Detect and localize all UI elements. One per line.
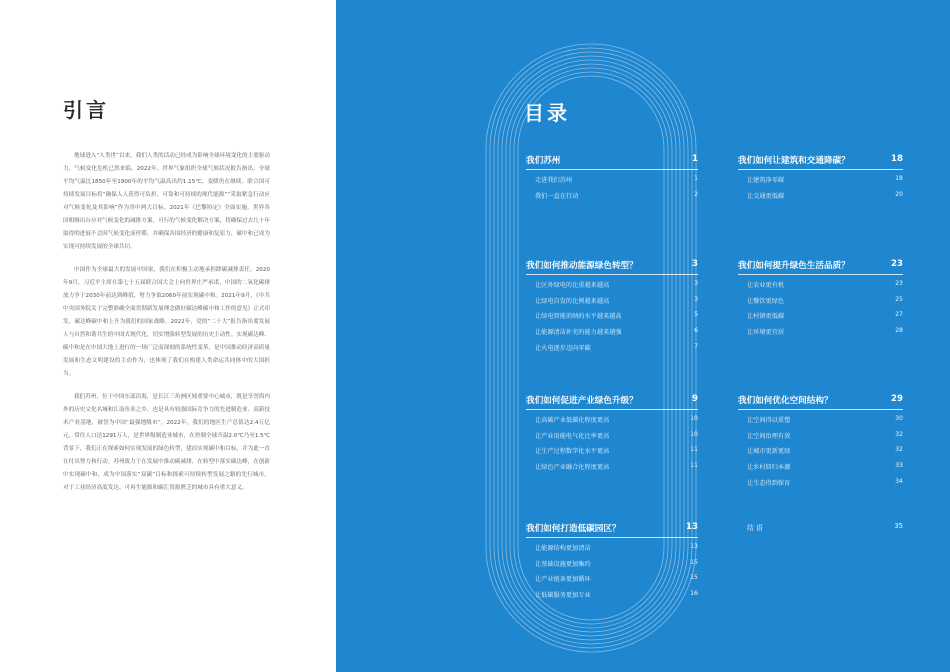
toc-item-page: 23 <box>895 280 903 287</box>
toc-item-label: 让建筑净零碳 <box>747 177 785 184</box>
toc-item[interactable] <box>738 275 903 291</box>
toc-item[interactable] <box>526 457 698 473</box>
toc-section-title: 我们如何优化空间结构？ <box>738 396 833 406</box>
toc-item[interactable] <box>738 306 903 322</box>
toc-item[interactable] <box>526 170 698 186</box>
intro-title: 引言 <box>63 98 109 122</box>
toc-item[interactable] <box>738 291 903 307</box>
toc-item-label: 让高碳产业低碳化程度更高 <box>535 417 610 424</box>
toc-item-label: 让餐饮更绿色 <box>747 297 785 305</box>
toc-item-label: 让火电逐步迈向零碳 <box>535 344 591 352</box>
toc-item-page: 33 <box>895 462 903 470</box>
toc-section-industry <box>526 394 698 473</box>
toc-section-title: 我们如何提升绿色生活品质？ <box>738 261 850 271</box>
toc-item[interactable] <box>526 275 698 291</box>
toc-item-label: 让基础设施更加集约 <box>535 560 591 568</box>
toc-item-page: 32 <box>895 430 903 438</box>
toc-item-label: 让能源清洁补充的能力越来越强 <box>535 329 622 337</box>
toc-item-label: 让产业用能电气化比率更高 <box>535 432 610 440</box>
toc-section-page: 18 <box>891 154 903 164</box>
toc-item-label: 走进我们苏州 <box>535 177 573 184</box>
toc-item-label: 让生产过程数字化水平更高 <box>535 448 610 456</box>
toc-section-page: 13 <box>686 522 698 532</box>
toc-section-green-life <box>738 259 903 338</box>
toc-section-heading[interactable] <box>526 154 698 170</box>
toc-section-title: 我们如何打造低碳园区？ <box>526 524 621 534</box>
toc-item-label: 让区外绿电的比重越来越高 <box>535 282 610 289</box>
toc-item-label: 让低碳服务更加专业 <box>535 592 591 600</box>
toc-item[interactable] <box>526 186 698 202</box>
toc-item[interactable] <box>526 426 698 442</box>
toc-section-parks <box>526 522 698 601</box>
toc-item-page: 11 <box>690 446 698 454</box>
intro-paragraph-1: 地球进入“人类世”以来，我们人类的活动已经成为影响全球环境变化的主要驱动力，气候变化危机已然来临。2022年，世界气象组织全球气候状况报告指出，全球平均气温比1850年至1900年的平均气温高出约1.15℃，变暖仍在继续。联合国可持续发展目标将“确保人人获得可负担、可靠和可持续的现代能源”“采取紧急行动应对气候变化及其影响”作为其中两大目标。2021年《巴黎协定》全面实施，世界各国相继出台应对气候变化的减排方案，可行的气候变化解决方案，将确保过去几十年取得的进展不会因气候变化而停滞，并确保各国经济的健康和复原力，碳中和已成为实现可持续发展的全球共识。 <box>63 153 270 250</box>
toc-section-heading[interactable] <box>738 154 903 170</box>
toc-item-label: 让环境更宜居 <box>747 329 785 337</box>
toc-section-page: 23 <box>891 259 903 269</box>
toc-item-page: 20 <box>895 190 903 198</box>
toc-item-label: 让空间得以重塑 <box>747 417 791 424</box>
toc-section-title: 我们如何让建筑和交通降碳？ <box>738 156 850 166</box>
toc-item[interactable] <box>738 441 903 457</box>
toc-item-label: 让生态得到保育 <box>747 479 791 487</box>
toc-item[interactable] <box>526 322 698 338</box>
toc-item[interactable] <box>738 170 903 186</box>
toc-item[interactable] <box>738 457 903 473</box>
toc-section-title: 我们如何推动能源绿色转型？ <box>526 261 638 271</box>
toc-section-page: 29 <box>891 394 903 404</box>
toc-section-heading[interactable] <box>526 394 698 410</box>
toc-section-heading[interactable] <box>738 522 903 537</box>
toc-item-label: 让乡村回归本源 <box>747 464 791 472</box>
intro-body <box>63 150 270 505</box>
toc-item-page: 6 <box>694 327 698 335</box>
toc-item[interactable] <box>738 186 903 202</box>
toc-section-page: 3 <box>692 259 698 269</box>
toc-item-label: 让绿电自发的比例越来越高 <box>535 297 610 305</box>
toc-item-label: 我们一直在行动 <box>535 192 579 200</box>
toc-item-label: 让空间治理有效 <box>747 432 791 440</box>
toc-item-label: 让村镇更低碳 <box>747 313 785 321</box>
toc-item-label: 让绿色产业融合化程度更高 <box>535 464 610 472</box>
toc-section-energy <box>526 259 698 353</box>
toc-section-heading[interactable] <box>738 394 903 410</box>
toc-section-page: 1 <box>692 154 698 164</box>
toc-item-page: 34 <box>895 477 903 485</box>
toc-item-page: 32 <box>895 446 903 454</box>
toc-item-page: 18 <box>895 175 903 182</box>
toc-section-heading[interactable] <box>526 522 698 538</box>
toc-item[interactable] <box>738 410 903 426</box>
toc-section-spatial <box>738 394 903 488</box>
toc-section-buildings-transport <box>738 154 903 201</box>
toc-section-page: 35 <box>894 522 903 530</box>
intro-paragraph-3: 我们苏州，位于中国东部沿海，是长江三角洲区域重要中心城市，既是享誉海内外的历史文化名城和江南鱼米之乡，也是具有较强国际竞争力的先进制造业、高新技术产业基地，被誉为中国“最强地级市”。2022年，我们的地区生产总值达2.4万亿元，常住人口达1291万人，是世界级制造业城市，在控制全球升温2.0℃乃至1.5℃背景下，我们正在探索如何实现发展的绿色转型，建而实现碳中和目标，并为此一直在付出努力和行动。苏州致力于在发展中推动碳减排、在转型中落实碳达峰，在创新中实现碳中和，成为中国落实“双碳”目标和探索可持续转型发展之路的先行城市，对于工业经济高度发达、可再生能源和碳汇资源匮乏的城市具有重大意义。 <box>63 394 270 491</box>
toc-item-page: 30 <box>895 415 903 422</box>
toc-item-page: 11 <box>690 462 698 470</box>
toc-item-page: 5 <box>694 311 698 319</box>
toc-item[interactable] <box>526 585 698 601</box>
toc-item-page: 1 <box>694 175 698 182</box>
toc-item-page: 7 <box>694 342 698 350</box>
toc-item-page: 3 <box>694 295 698 303</box>
introduction-page <box>0 0 336 672</box>
toc-item-page: 28 <box>895 327 903 335</box>
toc-item[interactable] <box>526 441 698 457</box>
toc-section-title: 我们如何促进产业绿色升级？ <box>526 396 638 406</box>
toc-item[interactable] <box>738 473 903 489</box>
toc-section-heading[interactable] <box>738 259 903 275</box>
toc-item-label: 让产业链条更加循环 <box>535 576 591 584</box>
toc-item-page: 13 <box>690 543 698 550</box>
toc-section-title: 结 语 <box>747 524 763 532</box>
toc-item-page: 10 <box>690 415 698 422</box>
toc-section-page: 9 <box>692 394 698 404</box>
toc-item-page: 10 <box>690 430 698 438</box>
toc-section-title: 我们苏州 <box>526 156 561 166</box>
toc-item-label: 让农业更有机 <box>747 282 785 289</box>
toc-item-page: 15 <box>690 574 698 582</box>
table-of-contents-page <box>336 0 950 672</box>
toc-item-page: 2 <box>694 190 698 198</box>
toc-section-heading[interactable] <box>526 259 698 275</box>
toc-item[interactable] <box>526 410 698 426</box>
toc-item[interactable] <box>526 538 698 554</box>
toc-item[interactable] <box>526 338 698 354</box>
toc-item-page: 3 <box>694 280 698 287</box>
toc-section-suzhou <box>526 154 698 201</box>
toc-item-page: 27 <box>895 311 903 319</box>
toc-item[interactable] <box>526 569 698 585</box>
toc-item[interactable] <box>526 306 698 322</box>
toc-item-page: 15 <box>690 558 698 566</box>
toc-item-page: 16 <box>690 590 698 598</box>
toc-item[interactable] <box>526 291 698 307</box>
toc-item[interactable] <box>738 322 903 338</box>
toc-title: 目录 <box>524 101 570 125</box>
toc-item-page: 25 <box>895 295 903 303</box>
intro-paragraph-2: 中国作为全球最大的发展中国家，我们在积极主动地承担降碳减排责任。2020年9月，习近平主席在第七十五届联合国大会上向世界庄严承诺，中国的二氧化碳排放力争于2030年前达到峰值，努力争取2060年前实现碳中和。2021年9月，《中共中央国务院关于完整准确全面贯彻新发展理念做好碳达峰碳中和工作的意见》正式印发，碳达峰碳中和上升为我们的国家战略。2022年，党的“二十大”报告指出要发展人与自然和谐共生的中国式现代化，切实增强转型发展的历史主动性。实现碳达峰、碳中和是在中国大地上进行的一场广泛而深刻的系统性变革，是中国推动经济高质量发展和生态文明建设的主动作为，也体现了我们在构建人类命运共同体中的大国担当。 <box>63 267 270 377</box>
toc-item[interactable] <box>738 426 903 442</box>
toc-item-label: 让交通更低碳 <box>747 192 785 200</box>
toc-item-label: 让能源结构更加清洁 <box>535 545 591 552</box>
toc-item-label: 让城市更新更绿 <box>747 448 791 456</box>
toc-item-label: 让绿电智能消纳的水平越来越高 <box>535 313 622 321</box>
toc-section-conclusion <box>738 522 903 537</box>
toc-item[interactable] <box>526 554 698 570</box>
